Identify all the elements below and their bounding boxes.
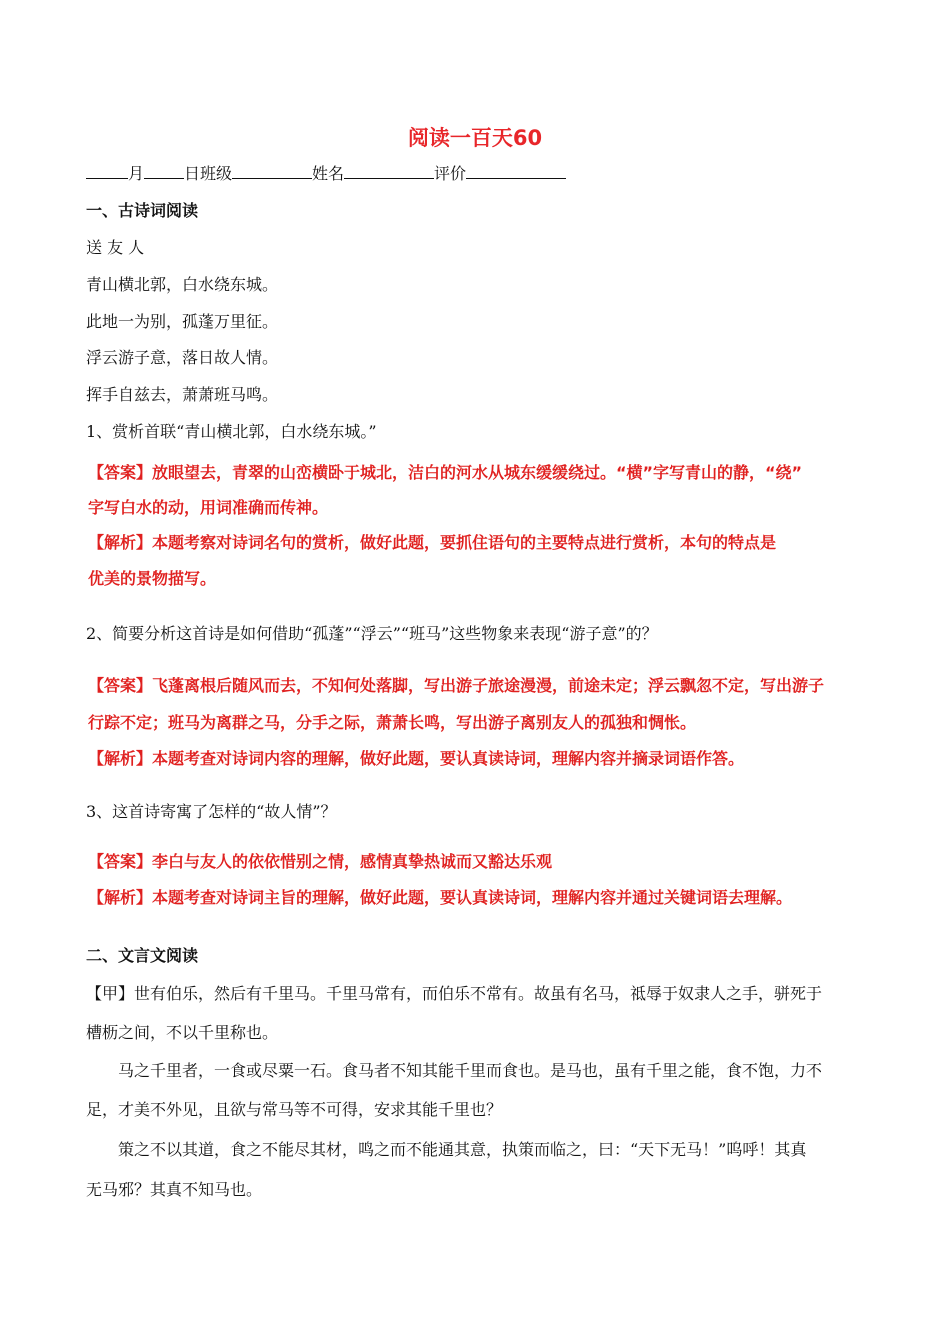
answer-3-line: 【答案】李白与友人的依依惜别之情，感情真挚热诚而又豁达乐观 xyxy=(88,852,553,871)
question-3: 3、这首诗寄寓了怎样的“故人情”？ xyxy=(86,802,337,821)
rating-label: 评价 xyxy=(434,164,467,183)
question-2: 2、简要分析这首诗是如何借助“孤蓬”“浮云”“班马”这些物象来表现“游子意”的？ xyxy=(86,624,658,643)
poem-line: 浮云游子意，落日故人情。 xyxy=(86,348,279,367)
day-blank[interactable] xyxy=(144,164,184,179)
answer-2-line: 行踪不定；班马为离群之马，分手之际，萧萧长鸣，写出游子离别友人的孤独和惆怅。 xyxy=(88,713,697,732)
poem-line: 青山横北郭，白水绕东城。 xyxy=(86,275,279,294)
rating-blank[interactable] xyxy=(466,164,566,179)
passage-line: 马之千里者，一食或尽粟一石。食马者不知其能千里而食也。是马也，虽有千里之能，食不饱，力不 xyxy=(118,1061,823,1080)
passage-line: 槽枥之间，不以千里称也。 xyxy=(86,1023,279,1042)
passage-line: 【甲】世有伯乐，然后有千里马。千里马常有，而伯乐不常有。故虽有名马，祗辱于奴隶人之手，骈死于 xyxy=(86,984,823,1003)
answer-2-line: 【答案】飞蓬离根后随风而去，不知何处落脚，写出游子旅途漫漫，前途未定；浮云飘忽不定，写出游子 xyxy=(88,676,825,695)
poem-line: 挥手自兹去，萧萧班马鸣。 xyxy=(86,385,279,404)
page-title: 阅读一百天60 xyxy=(407,126,543,150)
info-line xyxy=(86,164,566,184)
passage-line: 无马邪？其真不知马也。 xyxy=(86,1180,263,1199)
analysis-1-line: 【解析】本题考察对诗词名句的赏析，做好此题，要抓住语句的主要特点进行赏析，本句的特点是 xyxy=(88,533,777,552)
name-blank[interactable] xyxy=(344,164,434,179)
answer-1-line: 字写白水的动，用词准确而传神。 xyxy=(88,498,329,517)
name-label: 姓名 xyxy=(312,164,345,183)
analysis-2-line: 【解析】本题考查对诗词内容的理解，做好此题，要认真读诗词，理解内容并摘录词语作答。 xyxy=(88,749,745,768)
passage-line: 策之不以其道，食之不能尽其材，鸣之而不能通其意，执策而临之，曰：“天下无马！”呜呼！其真 xyxy=(118,1140,807,1159)
section-heading-poetry: 一、古诗词阅读 xyxy=(86,201,199,220)
passage-line: 足，才美不外见，且欲与常马等不可得，安求其能千里也？ xyxy=(86,1100,503,1119)
poem-line: 此地一为别，孤蓬万里征。 xyxy=(86,312,279,331)
month-label: 月 xyxy=(128,164,145,183)
answer-1-line: 【答案】放眼望去，青翠的山峦横卧于城北，洁白的河水从城东缓缓绕过。“横”字写青山的静，“绕” xyxy=(88,463,803,482)
analysis-3-line: 【解析】本题考查对诗词主旨的理解，做好此题，要认真读诗词，理解内容并通过关键词语去理解。 xyxy=(88,888,793,907)
month-blank[interactable] xyxy=(86,164,128,179)
day-class-label: 日班级 xyxy=(184,164,233,183)
analysis-1-line: 优美的景物描写。 xyxy=(88,569,217,588)
class-blank[interactable] xyxy=(232,164,312,179)
section-heading-classical: 二、文言文阅读 xyxy=(86,946,199,965)
question-1: 1、赏析首联“青山横北郭，白水绕东城。” xyxy=(86,422,377,441)
poem-title: 送 友 人 xyxy=(86,238,145,257)
